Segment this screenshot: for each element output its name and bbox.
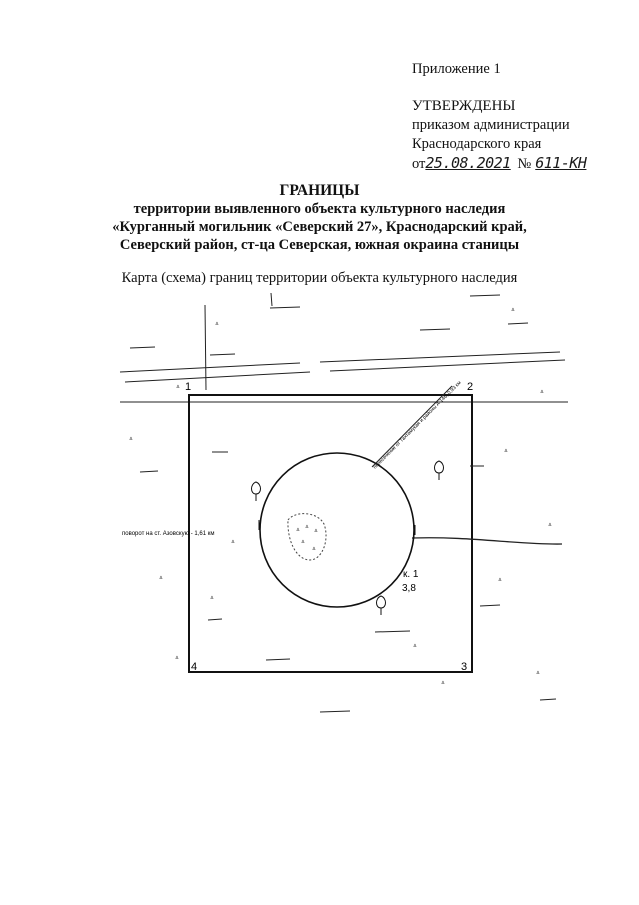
heading-title: ГРАНИЦЫ (279, 182, 360, 199)
corner-point-2: 2 (467, 381, 474, 393)
right-road-line (412, 538, 562, 544)
tree-icon (377, 596, 386, 615)
svg-text:ᐞ: ᐞ (305, 525, 309, 532)
svg-text:ᐞ: ᐞ (312, 547, 316, 554)
order-number-sign: № (517, 156, 532, 172)
boundary-polygon (189, 395, 472, 672)
diagonal-road-label: пересечение от Тахтамукая и районы А-146, 0,93 км (372, 380, 463, 471)
approval-line-2: Краснодарского края (412, 136, 542, 152)
order-number-handwritten: 611-KH (535, 154, 587, 172)
svg-text:ᐞ: ᐞ (314, 529, 318, 536)
svg-text:ᐞ: ᐞ (536, 671, 540, 678)
order-from-label: от (412, 156, 426, 172)
svg-text:ᐞ: ᐞ (548, 523, 552, 530)
svg-text:ᐞ: ᐞ (511, 308, 515, 315)
svg-text:ᐞ: ᐞ (296, 528, 300, 535)
svg-text:ᐞ: ᐞ (540, 390, 544, 397)
order-date-handwritten: 25.08.2021 (425, 154, 511, 172)
heading-line-1: территории выявленного объекта культурного наследия (133, 201, 506, 217)
corner-point-4: 4 (191, 661, 198, 673)
tree-icon (252, 482, 261, 501)
svg-text:ᐞ: ᐞ (413, 644, 417, 651)
svg-text:ᐞ: ᐞ (498, 578, 502, 585)
svg-text:ᐞ: ᐞ (441, 681, 445, 688)
vegetation-marks (129, 307, 552, 688)
mound-height: 3,8 (402, 583, 416, 594)
corner-point-1: 1 (185, 381, 192, 393)
appendix-label: Приложение 1 (412, 61, 501, 77)
heading-line-2: «Курганный могильник «Северский 27», Краснодарский край, (112, 219, 527, 235)
svg-text:ᐞ: ᐞ (301, 540, 305, 547)
svg-text:ᐞ: ᐞ (176, 385, 180, 392)
mound-label: к. 1 (403, 569, 419, 580)
svg-text:ᐞ: ᐞ (504, 449, 508, 456)
heading-line-3: Северский район, ст-ца Северская, южная окраина станицы (119, 237, 520, 253)
svg-text:ᐞ: ᐞ (215, 322, 219, 329)
corner-point-3: 3 (461, 661, 468, 673)
svg-text:ᐞ: ᐞ (231, 540, 235, 547)
approved-heading: УТВЕРЖДЕНЫ (412, 98, 516, 114)
svg-text:ᐞ: ᐞ (129, 437, 133, 444)
tree-icon (435, 461, 444, 480)
approval-line-1: приказом администрации (412, 117, 570, 133)
svg-text:ᐞ: ᐞ (210, 596, 214, 603)
mound-contour (288, 514, 326, 560)
left-road-label: поворот на ст. Азовскую - 1,61 км (122, 531, 215, 537)
svg-text:ᐞ: ᐞ (159, 576, 163, 583)
svg-text:ᐞ: ᐞ (175, 656, 179, 663)
map-caption: Карта (схема) границ территории объекта культурного наследия (121, 270, 518, 286)
kurgan-boundary-circle (260, 453, 414, 607)
